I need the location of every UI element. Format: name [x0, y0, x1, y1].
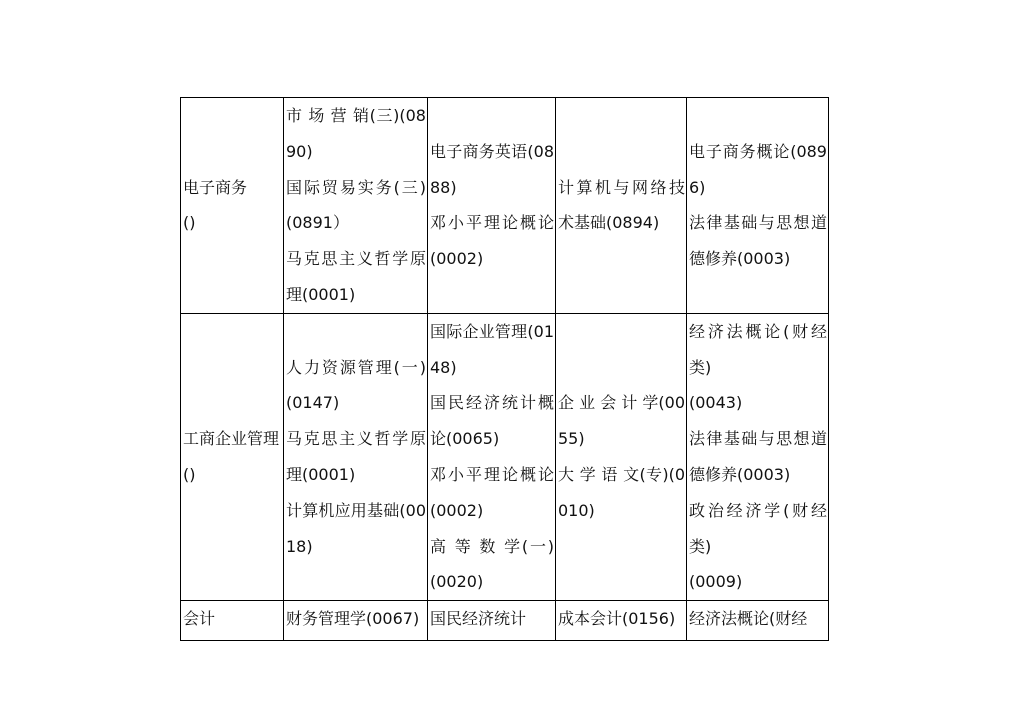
course-cell [556, 313, 687, 600]
course-cell [284, 313, 428, 600]
course-cell [687, 98, 829, 314]
major-cell [181, 98, 284, 314]
course-cell [428, 98, 556, 314]
course-cell [687, 601, 829, 641]
course-list: 经济法概论(财经类) (0043) 法律基础与思想道德修养(0003) 政治经济学(财经类) (0009) [689, 321, 827, 592]
course-list: 电子商务英语(0888) 邓小平理论概论(0002) [430, 141, 554, 269]
course-cell [284, 98, 428, 314]
course-cell [556, 98, 687, 314]
major-cell [181, 313, 284, 600]
course-list: 人力资源管理(一)(0147) 马克思主义哲学原理(0001) 计算机应用基础(0018) [286, 357, 426, 556]
course-cell [687, 313, 829, 600]
course-list: 电子商务概论(0896) 法律基础与思想道德修养(0003) [689, 141, 827, 269]
table-row-ecommerce [181, 98, 829, 314]
major-name: 电子商务 () [183, 177, 248, 233]
course-cell [284, 601, 428, 641]
course-list: 成本会计(0156) [558, 609, 676, 629]
major-name: 会计 [183, 609, 216, 629]
major-cell [181, 601, 284, 641]
course-list: 市 场 营 销(三)(0890) 国际贸易实务(三)(0891） 马克思主义哲学原理(0001) [286, 106, 426, 304]
course-cell [556, 601, 687, 641]
table-row-accounting [181, 601, 829, 641]
table-row-business-management [181, 313, 829, 600]
course-cell [428, 313, 556, 600]
course-list: 国民经济统计 [430, 609, 527, 629]
course-list: 计算机与网络技术基础(0894) [558, 177, 685, 233]
course-list: 企 业 会 计 学(0055) 大 学 语 文(专)(0010) [558, 393, 685, 520]
course-cell [428, 601, 556, 641]
major-name: 工商企业管理 () [183, 429, 280, 484]
course-list: 经济法概论(财经 [689, 609, 808, 629]
course-schedule-table [180, 97, 829, 641]
course-list: 国际企业管理(0148) 国民经济统计概论(0065) 邓小平理论概论(0002) 高 等 数 学(一)(0020) [430, 321, 554, 592]
course-list: 财务管理学(0067) [286, 609, 420, 629]
